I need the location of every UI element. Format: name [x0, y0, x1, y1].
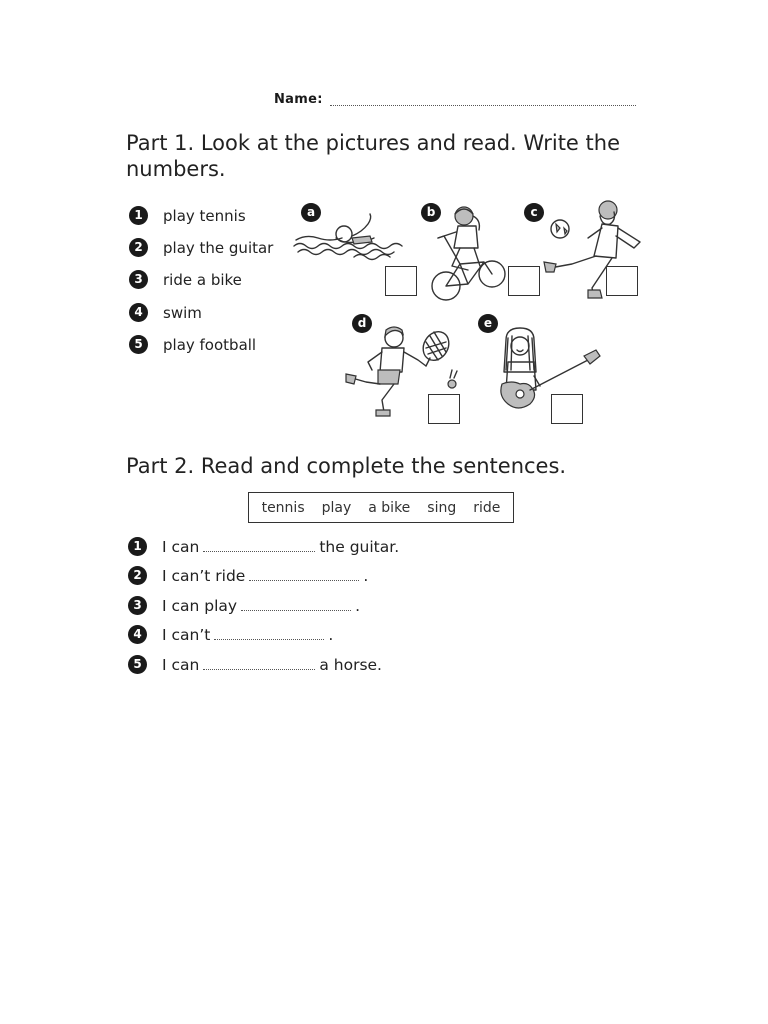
swimmer-icon: [294, 212, 410, 262]
sentence-1: [162, 537, 399, 557]
word-bank: [248, 492, 514, 523]
item-number-badge: 3: [129, 270, 148, 289]
sentence-number-badge: 5: [128, 655, 147, 674]
sentence-number-badge: 3: [128, 596, 147, 615]
guitar-player-icon: [496, 326, 604, 414]
item-label: play tennis: [163, 207, 246, 225]
word-bank-item: sing: [427, 499, 457, 516]
answer-blank[interactable]: [214, 626, 324, 640]
sentence-2: [162, 566, 368, 586]
word-bank-item: ride: [473, 499, 501, 516]
answer-blank[interactable]: [241, 597, 351, 611]
part2-title: Part 2. Read and complete the sentences.: [126, 454, 567, 478]
item-label: play the guitar: [163, 239, 274, 257]
picture-letter-e: e: [478, 314, 498, 333]
sentence-text-after: .: [328, 626, 334, 644]
picture-letter-a: a: [301, 203, 321, 222]
item-number-badge: 2: [129, 238, 148, 257]
picture-letter-d: d: [352, 314, 372, 333]
sentence-text-after: .: [363, 567, 369, 585]
word-bank-item: tennis: [261, 499, 305, 516]
sentence-text-before: I can: [162, 538, 200, 556]
word-bank-item: a bike: [368, 499, 411, 516]
word-bank-item: play: [321, 499, 352, 516]
sentence-number-badge: 1: [128, 537, 147, 556]
answer-box-d[interactable]: [428, 394, 460, 424]
sentence-number-badge: 4: [128, 625, 147, 644]
sentence-text-before: I can: [162, 656, 200, 674]
sentence-text-after: a horse.: [319, 656, 382, 674]
name-field[interactable]: [330, 105, 636, 106]
picture-letter-b: b: [421, 203, 441, 222]
answer-box-c[interactable]: [606, 266, 638, 296]
sentence-5: [162, 655, 382, 675]
item-label: play football: [163, 336, 257, 354]
sentence-number-badge: 2: [128, 566, 147, 585]
answer-blank[interactable]: [203, 538, 315, 552]
item-number-badge: 1: [129, 206, 148, 225]
picture-letter-c: c: [524, 203, 544, 222]
sentence-text-before: I can play: [162, 597, 238, 615]
answer-box-b[interactable]: [508, 266, 540, 296]
sentence-text-after: the guitar.: [319, 538, 400, 556]
answer-blank[interactable]: [249, 567, 359, 581]
sentence-text-after: .: [355, 597, 361, 615]
sentence-3: [162, 596, 360, 616]
sentence-text-before: I can’t: [162, 626, 211, 644]
cyclist-icon: [430, 204, 508, 304]
part1-title-line2: numbers.: [126, 157, 226, 181]
name-label: Name:: [274, 92, 323, 107]
answer-box-e[interactable]: [551, 394, 583, 424]
answer-blank[interactable]: [203, 656, 315, 670]
item-number-badge: 5: [129, 335, 148, 354]
sentence-text-before: I can’t ride: [162, 567, 246, 585]
answer-box-a[interactable]: [385, 266, 417, 296]
item-label: swim: [163, 304, 202, 322]
item-label: ride a bike: [163, 271, 242, 289]
part1-title-line1: Part 1. Look at the pictures and read. Write the: [126, 131, 620, 155]
sentence-4: [162, 625, 333, 645]
item-number-badge: 4: [129, 303, 148, 322]
